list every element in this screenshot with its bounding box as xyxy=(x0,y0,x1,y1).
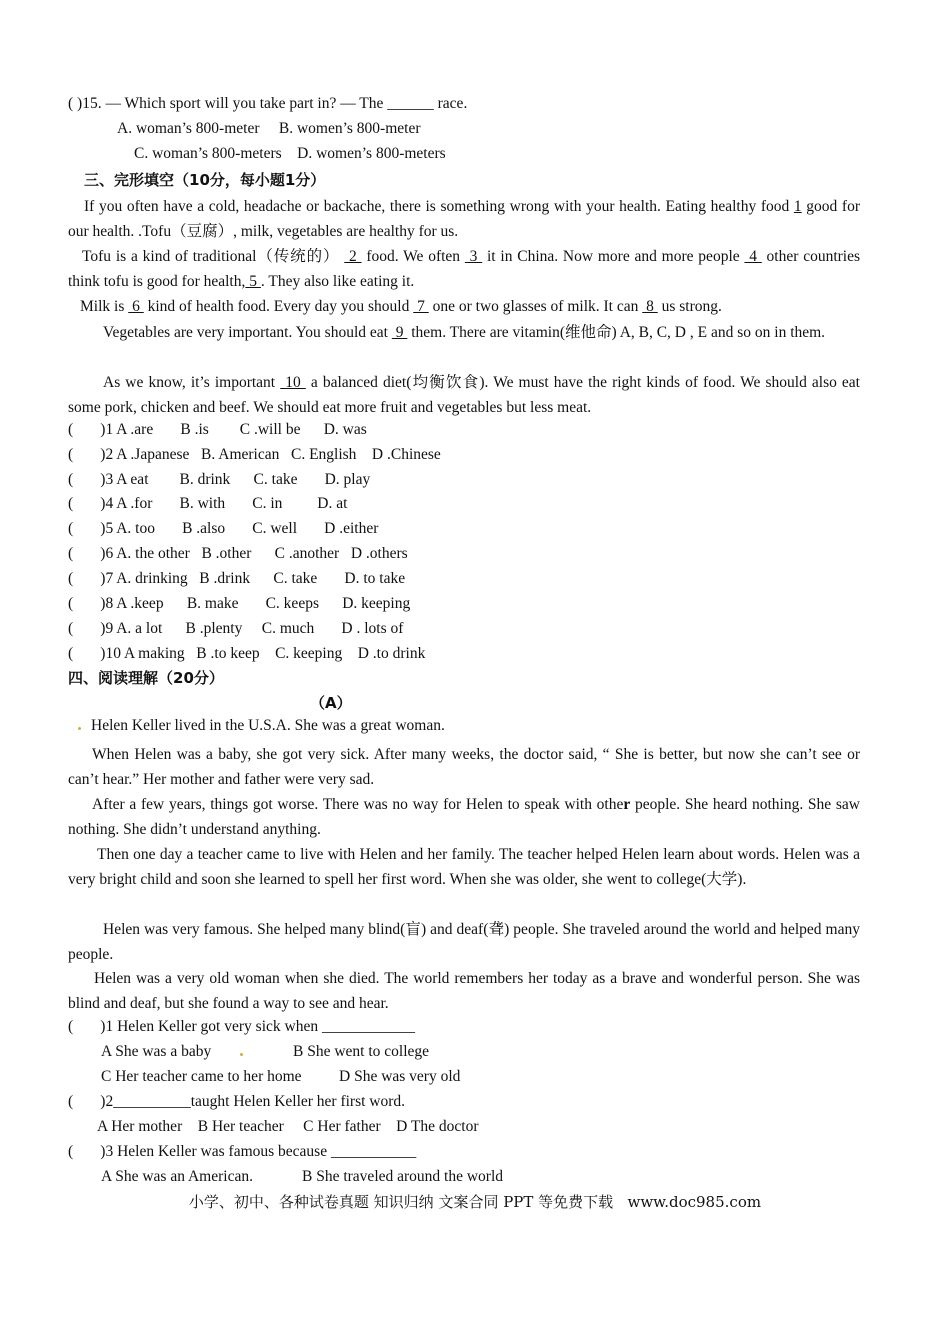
cloze-text: good for our health. .Tofu（豆腐）, milk, vegetables are healthy for us. xyxy=(68,198,860,240)
speck-mark xyxy=(240,1053,243,1056)
cloze-option-row: ( )4 A .for B. with C. in D. at xyxy=(68,495,348,512)
cloze-text: Milk is xyxy=(80,298,129,315)
cloze-option-row: ( )7 A. drinking B .drink C. take D. to take xyxy=(68,570,406,587)
reading-q1-option-d: D She was very old xyxy=(339,1068,461,1085)
cloze-paragraph-2 xyxy=(68,244,864,294)
reading-paragraph-0: Helen Keller lived in the U.S.A. She was a great woman. xyxy=(91,717,445,734)
question-15-stem: ( )15. — Which sport will you take part in? — The ______ race. xyxy=(68,95,468,112)
blank-4: 4 xyxy=(744,248,762,265)
cloze-option-row: ( )3 A eat B. drink C. take D. play xyxy=(68,471,371,488)
reading-paragraph-2 xyxy=(68,792,860,842)
cloze-heading: 三、完形填空（10分，每小题1分） xyxy=(84,171,326,189)
reading-q3-option-b: B She traveled around the world xyxy=(302,1168,504,1185)
reading-passage-label: （A） xyxy=(310,694,352,712)
cloze-option-row: ( )9 A. a lot B .plenty C. much D . lots of xyxy=(68,620,404,637)
reading-q2-options: A Her mother B Her teacher C Her father D The doctor xyxy=(97,1118,479,1135)
cloze-text: Vegetables are very important. You should eat xyxy=(103,324,392,341)
cloze-option-row: ( )5 A. too B .also C. well D .either xyxy=(68,520,379,537)
question-15-options-row1: A. woman’s 800-meter B. women’s 800-meter xyxy=(117,120,421,137)
blank-1: 1 xyxy=(793,198,802,215)
cloze-text: one or two glasses of milk. It can xyxy=(428,298,643,315)
cloze-text: other countries think tofu is good for health, xyxy=(68,248,864,290)
reading-question-3: ( )3 Helen Keller was famous because ___________ xyxy=(68,1143,417,1160)
blank-5: 5 xyxy=(245,273,261,290)
cloze-option-row: ( )8 A .keep B. make C. keeps D. keeping xyxy=(68,595,411,612)
reading-heading: 四、阅读理解（20分） xyxy=(68,669,224,687)
cloze-text: kind of health food. Every day you should xyxy=(143,298,414,315)
reading-text: people. She heard nothing. She saw nothing. She didn’t understand anything. xyxy=(68,796,860,838)
blank-8: 8 xyxy=(642,298,658,315)
cloze-option-row: ( )6 A. the other B .other C .another D .others xyxy=(68,545,408,562)
reading-q1-option-b: B She went to college xyxy=(293,1043,430,1060)
cloze-option-row: ( )2 A .Japanese B. American C. English D .Chinese xyxy=(68,446,441,463)
reading-paragraph-5: Helen was a very old woman when she died. The world remembers her today as a brave and wonderful person. She was blind and deaf, but she found a way to see and hear. xyxy=(68,970,860,1012)
cloze-text: As we know, it’s important xyxy=(103,374,281,391)
cloze-text: a balanced diet(均衡饮食). We must have the right kinds of food. We should also eat some pork, chicken and beef. We should eat more fruit and vegetables but less meat. xyxy=(68,374,864,416)
reading-question-1: ( )1 Helen Keller got very sick when ____________ xyxy=(68,1018,415,1035)
blank-2: 2 xyxy=(344,248,362,265)
cloze-paragraph-4 xyxy=(68,320,860,345)
reading-paragraph-1: When Helen was a baby, she got very sick. After many weeks, the doctor said, “ She is better, but now she can’t see or can’t hear.” Her mother and father were very sad. xyxy=(68,746,860,788)
blank-6: 6 xyxy=(128,298,144,315)
page-footer: 小学、初中、各种试卷真题 知识归纳 文案合同 PPT 等免费下载 www.doc985.com xyxy=(188,1193,762,1211)
blank-9: 9 xyxy=(391,324,408,341)
reading-bold-letter: r xyxy=(623,796,631,813)
reading-text: After a few years, things got worse. There was no way for Helen to speak with othe xyxy=(92,796,624,813)
blank-7: 7 xyxy=(413,298,429,315)
cloze-text: it in China. Now more and more people xyxy=(482,248,745,265)
question-15-options-row2: C. woman’s 800-meters D. women’s 800-meters xyxy=(134,145,446,162)
reading-question-2: ( )2__________taught Helen Keller her first word. xyxy=(68,1093,406,1110)
cloze-option-row: ( )1 A .are B .is C .will be D. was xyxy=(68,421,367,438)
cloze-text: . They also like eating it. xyxy=(260,273,415,290)
speck-mark xyxy=(78,727,81,730)
cloze-text: them. There are vitamin(维他命) A, B, C, D , E and so on in them. xyxy=(407,324,826,341)
cloze-text: Tofu is a kind of traditional（传统的） xyxy=(82,248,345,265)
blank-10: 10 xyxy=(280,374,306,391)
cloze-text: If you often have a cold, headache or backache, there is something wrong with your health. Eating healthy food xyxy=(84,198,794,215)
reading-paragraph-4: Helen was very famous. She helped many blind(盲) and deaf(聋) people. She traveled around the world and helped many people. xyxy=(68,921,860,963)
cloze-text: us strong. xyxy=(657,298,722,315)
cloze-text: food. We often xyxy=(361,248,465,265)
cloze-paragraph-5 xyxy=(68,370,864,420)
blank-3: 3 xyxy=(464,248,483,265)
reading-paragraph-3: Then one day a teacher came to live with Helen and her family. The teacher helped Helen learn about words. Helen was a very bright child and soon she learned to spell her first word. When she was older, she went to college(大学). xyxy=(68,846,860,888)
cloze-paragraph-3 xyxy=(68,294,860,319)
reading-q3-option-a: A She was an American. xyxy=(101,1168,253,1185)
reading-q1-option-a: A She was a baby xyxy=(101,1043,212,1060)
reading-q1-option-c: C Her teacher came to her home xyxy=(101,1068,302,1085)
cloze-option-row: ( )10 A making B .to keep C. keeping D .to drink xyxy=(68,645,426,662)
cloze-paragraph-1 xyxy=(68,194,860,244)
